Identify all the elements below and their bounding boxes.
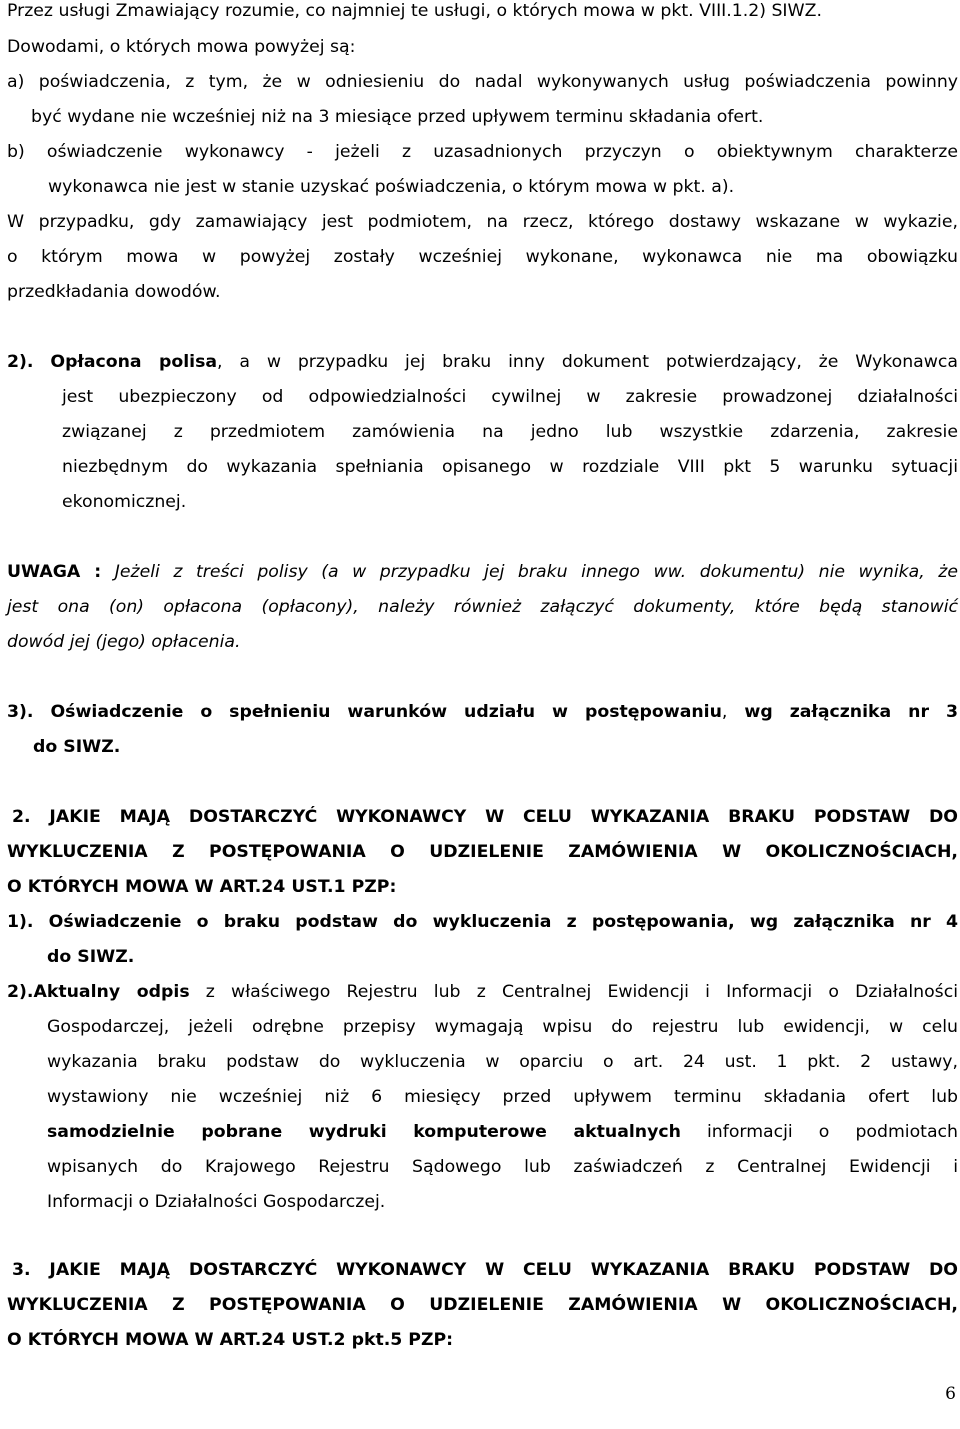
item-text: informacji o podmiotach xyxy=(680,1122,958,1142)
section-heading: 3. JAKIE MAJĄ DOSTARCZYĆ WYKONAWCY W CELU WYKAZANIA BRAKU PODSTAW DO xyxy=(12,1260,958,1280)
separator: , xyxy=(721,702,728,722)
item-number: 2). xyxy=(7,352,34,372)
list-item-1-cont: do SIWZ. xyxy=(47,947,135,967)
paragraph-line: przedkładania dowodów. xyxy=(7,282,221,302)
item-bold-title: Aktualny odpis xyxy=(33,982,190,1002)
section-heading: 2. JAKIE MAJĄ DOSTARCZYĆ WYKONAWCY W CELU WYKAZANIA BRAKU PODSTAW DO xyxy=(12,807,958,827)
item-text: , a w przypadku jej braku inny dokument potwierdzający, że Wykonawca xyxy=(217,352,958,372)
list-item-2-cont: jest ubezpieczony od odpowiedzialności cywilnej w zakresie prowadzonej działalności xyxy=(62,387,958,407)
list-item-a: a) poświadczenia, z tym, że w odniesieniu do nadal wykonywanych usług poświadczenia powinny xyxy=(7,72,958,92)
note-text: Jeżeli z treści polisy (a w przypadku jej braku innego ww. dokumentu) nie wynika, że xyxy=(114,562,958,582)
note-line: jest ona (on) opłacona (opłacony), należy również załączyć dokumenty, które będą stanowić xyxy=(7,597,958,617)
list-item-2-cont: niezbędnym do wykazania spełniania opisanego w rozdziale VIII pkt 5 warunku sytuacji xyxy=(62,457,958,477)
list-item-1: 1). Oświadczenie o braku podstaw do wykluczenia z postępowania, wg załącznika nr 4 xyxy=(7,912,958,932)
paragraph-line: W przypadku, gdy zamawiający jest podmiotem, na rzecz, którego dostawy wskazane w wykazie, xyxy=(7,212,958,232)
item-text: z właściwego Rejestru lub z Centralnej Ewidencji i Informacji o Działalności xyxy=(189,982,958,1002)
note-label: UWAGA : xyxy=(7,562,102,582)
item-number: 3). xyxy=(7,702,34,722)
list-item-2-cont: Informacji o Działalności Gospodarczej. xyxy=(47,1192,386,1212)
item-bold-ref: wg załącznika nr 3 xyxy=(744,702,958,722)
item-bold-title: Opłacona polisa xyxy=(50,352,218,372)
list-item-b-cont: wykonawca nie jest w stanie uzyskać poświadczenia, o którym mowa w pkt. a). xyxy=(48,177,735,197)
paragraph-line: o którym mowa w powyżej zostały wcześniej wykonane, wykonawca nie ma obowiązku xyxy=(7,247,958,267)
section-heading: O KTÓRYCH MOWA W ART.24 UST.2 pkt.5 PZP: xyxy=(7,1330,454,1350)
note-line xyxy=(7,561,958,583)
item-number: 2). xyxy=(7,982,34,1002)
paragraph-line: Dowodami, o których mowa powyżej są: xyxy=(7,37,356,57)
list-item-2-cont: wykazania braku podstaw do wykluczenia w oparciu o art. 24 ust. 1 pkt. 2 ustawy, xyxy=(47,1052,958,1072)
list-item-2-cont xyxy=(47,1121,958,1143)
list-item-2 xyxy=(7,351,958,373)
list-item-2-cont: wpisanych do Krajowego Rejestru Sądowego lub zaświadczeń z Centralnej Ewidencji i xyxy=(47,1157,958,1177)
page-number: 6 xyxy=(945,1384,956,1404)
list-item-2-cont: wystawiony nie wcześniej niż 6 miesięcy przed upływem terminu składania ofert lub xyxy=(47,1087,958,1107)
list-item-2-cont: związanej z przedmiotem zamówienia na jedno lub wszystkie zdarzenia, zakresie xyxy=(62,422,958,442)
item-bold-text: samodzielnie pobrane wydruki komputerowe aktualnych xyxy=(47,1122,681,1142)
list-item-3 xyxy=(7,701,958,723)
list-item-2 xyxy=(7,981,958,1003)
paragraph-line: Przez usługi Zmawiający rozumie, co najmniej te usługi, o których mowa w pkt. VIII.1.2) SIWZ. xyxy=(7,1,822,21)
section-heading: WYKLUCZENIA Z POSTĘPOWANIA O UDZIELENIE ZAMÓWIENIA W OKOLICZNOŚCIACH, xyxy=(7,1295,958,1315)
list-item-2-cont: Gospodarczej, jeżeli odrębne przepisy wymagają wpisu do rejestru lub ewidencji, w celu xyxy=(47,1017,958,1037)
section-heading: O KTÓRYCH MOWA W ART.24 UST.1 PZP: xyxy=(7,877,397,897)
list-item-3-cont: do SIWZ. xyxy=(33,737,121,757)
item-bold-title: Oświadczenie o spełnieniu warunków udziału w postępowaniu xyxy=(50,702,722,722)
section-heading: WYKLUCZENIA Z POSTĘPOWANIA O UDZIELENIE ZAMÓWIENIA W OKOLICZNOŚCIACH, xyxy=(7,842,958,862)
list-item-b: b) oświadczenie wykonawcy - jeżeli z uzasadnionych przyczyn o obiektywnym charakterze xyxy=(7,142,958,162)
list-item-2-cont: ekonomicznej. xyxy=(62,492,187,512)
note-line: dowód jej (jego) opłacenia. xyxy=(7,632,241,652)
list-item-a-cont: być wydane nie wcześniej niż na 3 miesiące przed upływem terminu składania ofert. xyxy=(31,107,764,127)
